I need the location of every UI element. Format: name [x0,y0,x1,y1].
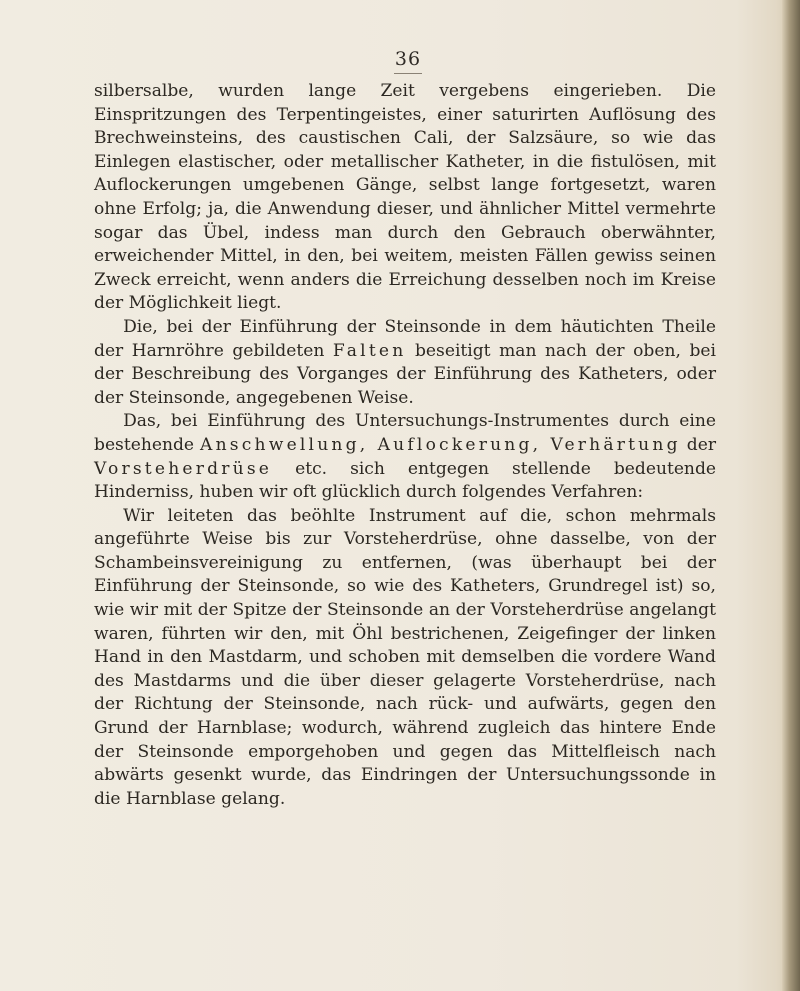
paragraph-1 [94,80,716,316]
emphasis-falten: Falten [332,340,407,361]
paragraph-1-text: silbersalbe, wurden lange Zeit vergebens eingerieben. Die Einspritzungen des Terpentingeistes, einer saturirten Auflösung des Brechweinsteins, des caustischen Cali, der Salzsäure, so wie das Einlegen elastischer, oder metallischer Katheter, in die fistulösen, mit Auflockerungen umgebenen Gänge, selbst lange fortgesetzt, waren ohne Erfolg; ja, die Anwendung dieser, und ähnlicher Mittel vermehrte sogar das Übel, indess man durch den Gebrauch oberwähnter, erweichender Mittel, in den, bei weitem, meisten Fällen gewiss seinen Zweck erreicht, wenn anders die Erreichung desselben noch im Kreise der Möglichkeit liegt. [94,81,716,314]
paragraph-2-text-a: Die, bei der Einführung der Steinsonde in dem häutichten Theile der Harnröhre gebildeten [94,316,716,361]
emphasis-conditions: Anschwellung, Auflockerung, Verhärtung [200,434,681,455]
paragraph-4-text: Wir leiteten das beöhlte Instrument auf die, schon mehrmals angeführte Weise bis zur Vorsteherdrüse, ohne dasselbe, von der Schambeinsvereinigung zu entfernen, (was überhaupt bei der Einführung der Steinsonde, so wie des Katheters, Grundregel ist) so, wie wir mit der Spitze der Steinsonde an der Vorsteherdrüse angelangt waren, führten wir den, mit Öhl bestrichenen, Zeigefinger der linken Hand in den Mastdarm, und schoben mit demselben die vordere Wand des Mastdarms und die über dieser gelagerte Vorsteherdrüse, nach der Richtung der Steinsonde, nach rück- und aufwärts, gegen den Grund der Harnblase; wodurch, während zugleich das hintere Ende der Steinsonde emporgehoben und gegen das Mittelfleisch nach abwärts gesenkt wurde, das Eindringen der Untersuchungssonde in die Harnblase gelang. [94,505,716,809]
page-edge-shadow [782,0,800,991]
paragraph-2-text-b: beseitigt man nach der oben, bei der Beschreibung des Vorganges der Einführung des Katheters, oder der Steinsonde, angegebenen Weise. [94,340,717,408]
paragraph-3-text-a: Das, bei Einführung des Untersuchungs-Instrumentes durch eine bestehende [94,411,716,455]
paragraph-3-text-b: der [680,434,716,455]
paragraph-3 [94,410,716,504]
page-number: 36 [388,48,428,70]
emphasis-vorsteherdruese: Vorsteherdrüse [94,458,273,479]
body-text [94,80,716,811]
paragraph-3-text-c: etc. sich entgegen stellende bedeutende Hinderniss, huben wir oft glücklich durch folgendes Verfahren: [94,458,716,503]
paragraph-2 [94,316,716,410]
paragraph-4 [94,505,716,812]
